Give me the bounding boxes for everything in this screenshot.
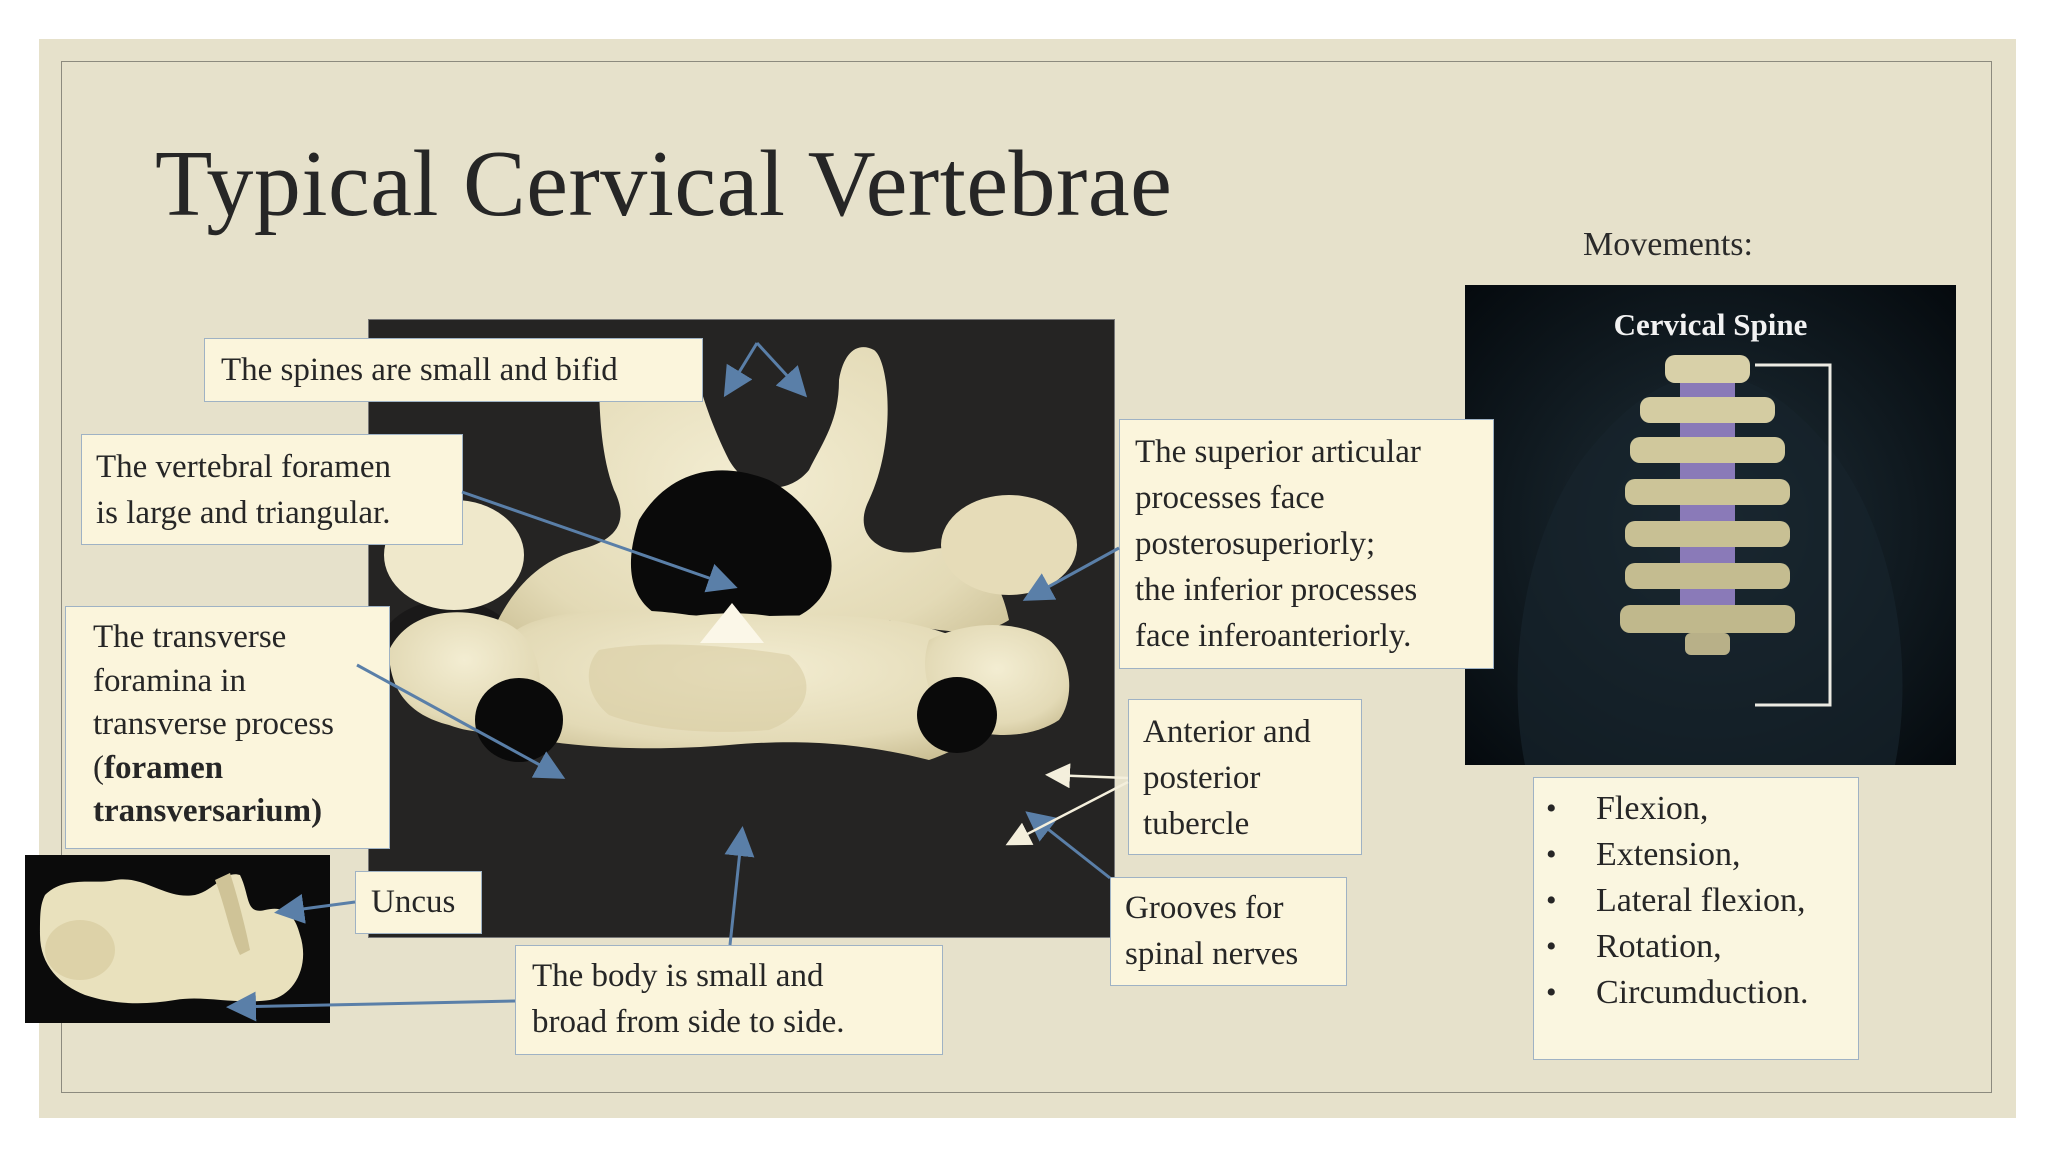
label-transverse-line1: The transverse <box>93 619 287 655</box>
label-articular-line3: posterosuperiorly; <box>1135 526 1376 562</box>
lateral-vertebra-illustration <box>25 855 330 1023</box>
spine-image-caption: Cervical Spine <box>1613 307 1808 342</box>
label-transverse-line4 <box>93 747 389 791</box>
label-spines-text: The spines are small and bifid <box>221 352 618 388</box>
label-articular-line5: face inferoanteriorly. <box>1135 618 1412 654</box>
label-transverse-line2: foramina in <box>93 662 247 699</box>
label-tubercle-line3: tubercle <box>1143 806 1250 842</box>
label-vertebral-foramen-line2: is large and triangular. <box>96 495 391 531</box>
label-vertebral-foramen-line1: The vertebral foramen <box>96 449 392 485</box>
label-uncus-text: Uncus <box>371 884 456 920</box>
label-transverse-line5 <box>93 790 389 834</box>
label-transverse-foramina <box>65 606 390 849</box>
movements-heading: Movements: <box>1583 226 1753 263</box>
cervical-spine-illustration <box>1465 285 1956 765</box>
label-articular-line1: The superior articular <box>1135 434 1421 470</box>
label-grooves <box>1110 877 1347 986</box>
movements-list <box>1533 777 1859 1060</box>
label-transverse-line3: transverse process <box>93 706 334 742</box>
label-transverse-paren: ( <box>93 749 104 786</box>
label-articular-processes <box>1119 419 1494 669</box>
label-tubercle <box>1128 699 1362 855</box>
label-tubercle-line1: Anterior and <box>1143 714 1311 750</box>
label-body <box>515 945 943 1055</box>
label-articular-line2: processes face <box>1135 480 1325 516</box>
movement-item: • Lateral flexion, <box>1534 878 1858 924</box>
label-transverse-bold2: transversarium) <box>93 793 323 829</box>
label-spines <box>204 338 703 402</box>
label-uncus <box>355 871 482 934</box>
label-grooves-line2: spinal nerves <box>1125 936 1299 972</box>
label-vertebral-foramen <box>81 434 463 545</box>
foramen-marker-triangle <box>700 603 764 643</box>
movement-item: • Circumduction. <box>1534 970 1858 1016</box>
cervical-spine-image <box>1465 285 1956 765</box>
label-transverse-bold1: foramen <box>104 749 224 786</box>
label-tubercle-line2: posterior <box>1143 760 1261 796</box>
movement-item: • Rotation, <box>1534 924 1858 970</box>
label-body-line2: broad from side to side. <box>532 1004 845 1040</box>
movement-item: • Flexion, <box>1534 786 1858 832</box>
label-articular-line4: the inferior processes <box>1135 572 1418 608</box>
label-body-line1: The body is small and <box>532 958 824 994</box>
movement-item: • Extension, <box>1534 832 1858 878</box>
label-grooves-line1: Grooves for <box>1125 890 1284 926</box>
lateral-vertebra-photo <box>25 855 330 1023</box>
slide-title: Typical Cervical Vertebrae <box>155 132 1173 236</box>
